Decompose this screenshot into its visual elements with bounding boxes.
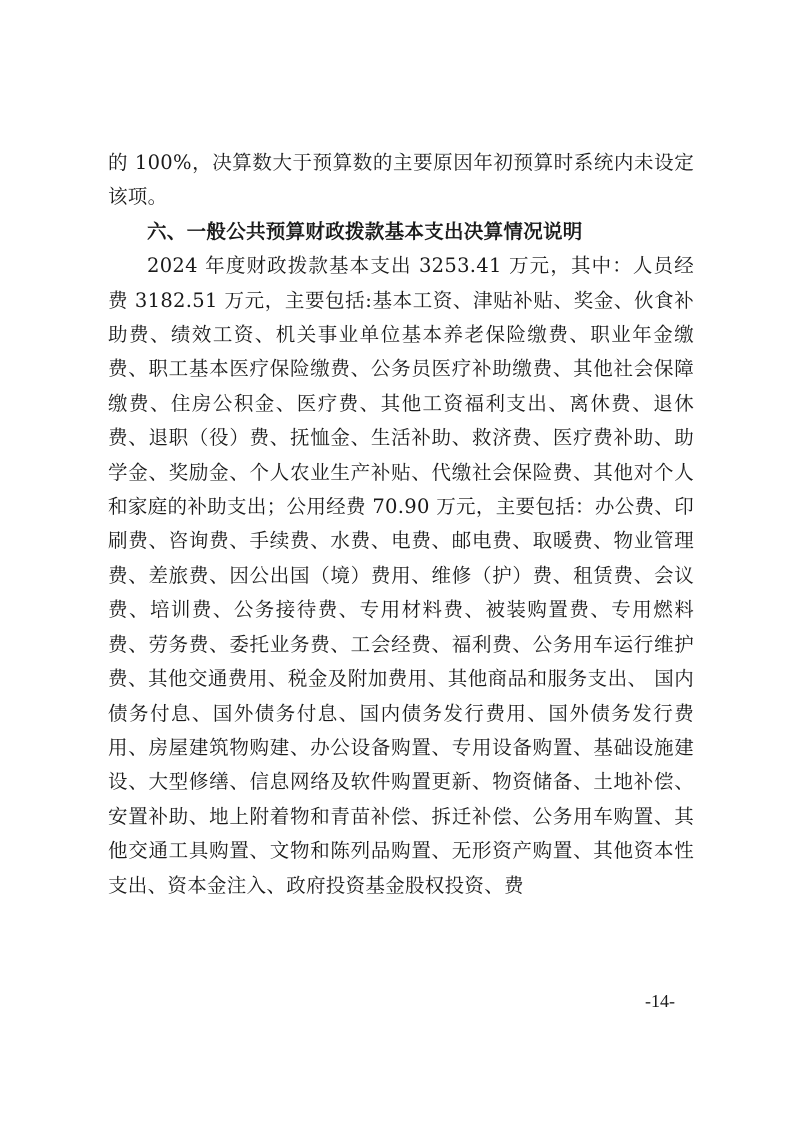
continued-paragraph: 的 100%，决算数大于预算数的主要原因年初预算时系统内未设定该项。 <box>108 151 694 209</box>
page-number: -14- <box>645 991 675 1011</box>
body-paragraph: 2024 年度财政拨款基本支出 3253.41 万元，其中：人员经费 3182.51 万元，主要包括:基本工资、津贴补贴、奖金、伙食补助费、绩效工资、机关事业单位基本养老保险缴费、职业年金缴费、职工基本医疗保险缴费、公务员医疗补助缴费、其他社会保障缴费、住房公积金、医疗费、其他工资福利支出、离休费、退休费、退职（役）费、抚恤金、生活补助、救济费、医疗费补助、助学金、奖励金、个人农业生产补贴、代缴社会保险费、其他对个人和家庭的补助支出；公用经费 70.90 万元，主要包括：办公费、印刷费、咨询费、手续费、水费、电费、邮电费、取暖费、物业管理费、差旅费、因公出国（境）费用、维修（护）费、租赁费、会议费、培训费、公务接待费、专用材料费、被装购置费、专用燃料费、劳务费、委托业务费、工会经费、福利费、公务用车运行维护费、其他交通费用、税金及附加费用、其他商品和服务支出、 国内债务付息、国外债务付息、国内债务发行费用、国外债务发行费用、房屋建筑物购建、办公设备购置、专用设备购置、基础设施建设、大型修缮、信息网络及软件购置更新、物资储备、土地补偿、安置补助、地上附着物和青苗补偿、拆迁补偿、公务用车购置、其他交通工具购置、文物和陈列品购置、无形资产购置、其他资本性支出、资本金注入、政府投资基金股权投资、费 <box>108 254 694 897</box>
page-content <box>108 146 694 903</box>
section-heading: 六、一般公共预算财政拨款基本支出决算情况说明 <box>147 219 583 243</box>
